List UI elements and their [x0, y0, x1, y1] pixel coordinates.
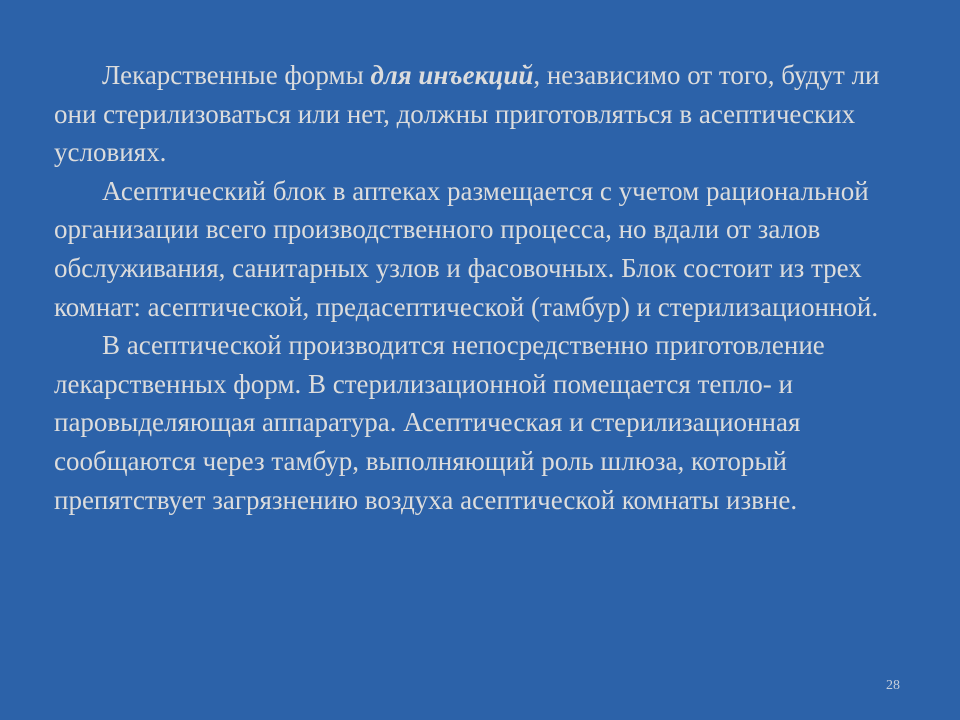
paragraph-aseptic-block: Асептический блок в аптеках размещается с учетом рациональной организации всего производственного процесса, но вдали от залов обслуживания, санитарных узлов и фасовочных. Блок состоит из трех комнат: асептической, предасептической (тамбур) и стерилизационной.: [54, 175, 879, 322]
slide-body: [54, 56, 910, 519]
paragraph-1-rest: , независимо от того, будут ли они стерилизоваться или нет, должны приготовляться в асептических условиях.: [54, 60, 880, 168]
paragraph-1-emphasis: для инъекций: [370, 60, 534, 90]
paragraph-injections: [54, 56, 910, 172]
paragraph-1-lead: Лекарственные формы: [102, 60, 371, 90]
page-number: 28: [886, 678, 900, 693]
paragraph-rooms: В асептической производится непосредственно приготовление лекарственных форм. В стерилизационной помещается тепло- и паровыделяющая аппаратура. Асептическая и стерилизационная сообщаются через тамбур, выполняющий роль шлюза, который препятствует загрязнению воздуха асептической комнаты извне.: [54, 330, 825, 515]
